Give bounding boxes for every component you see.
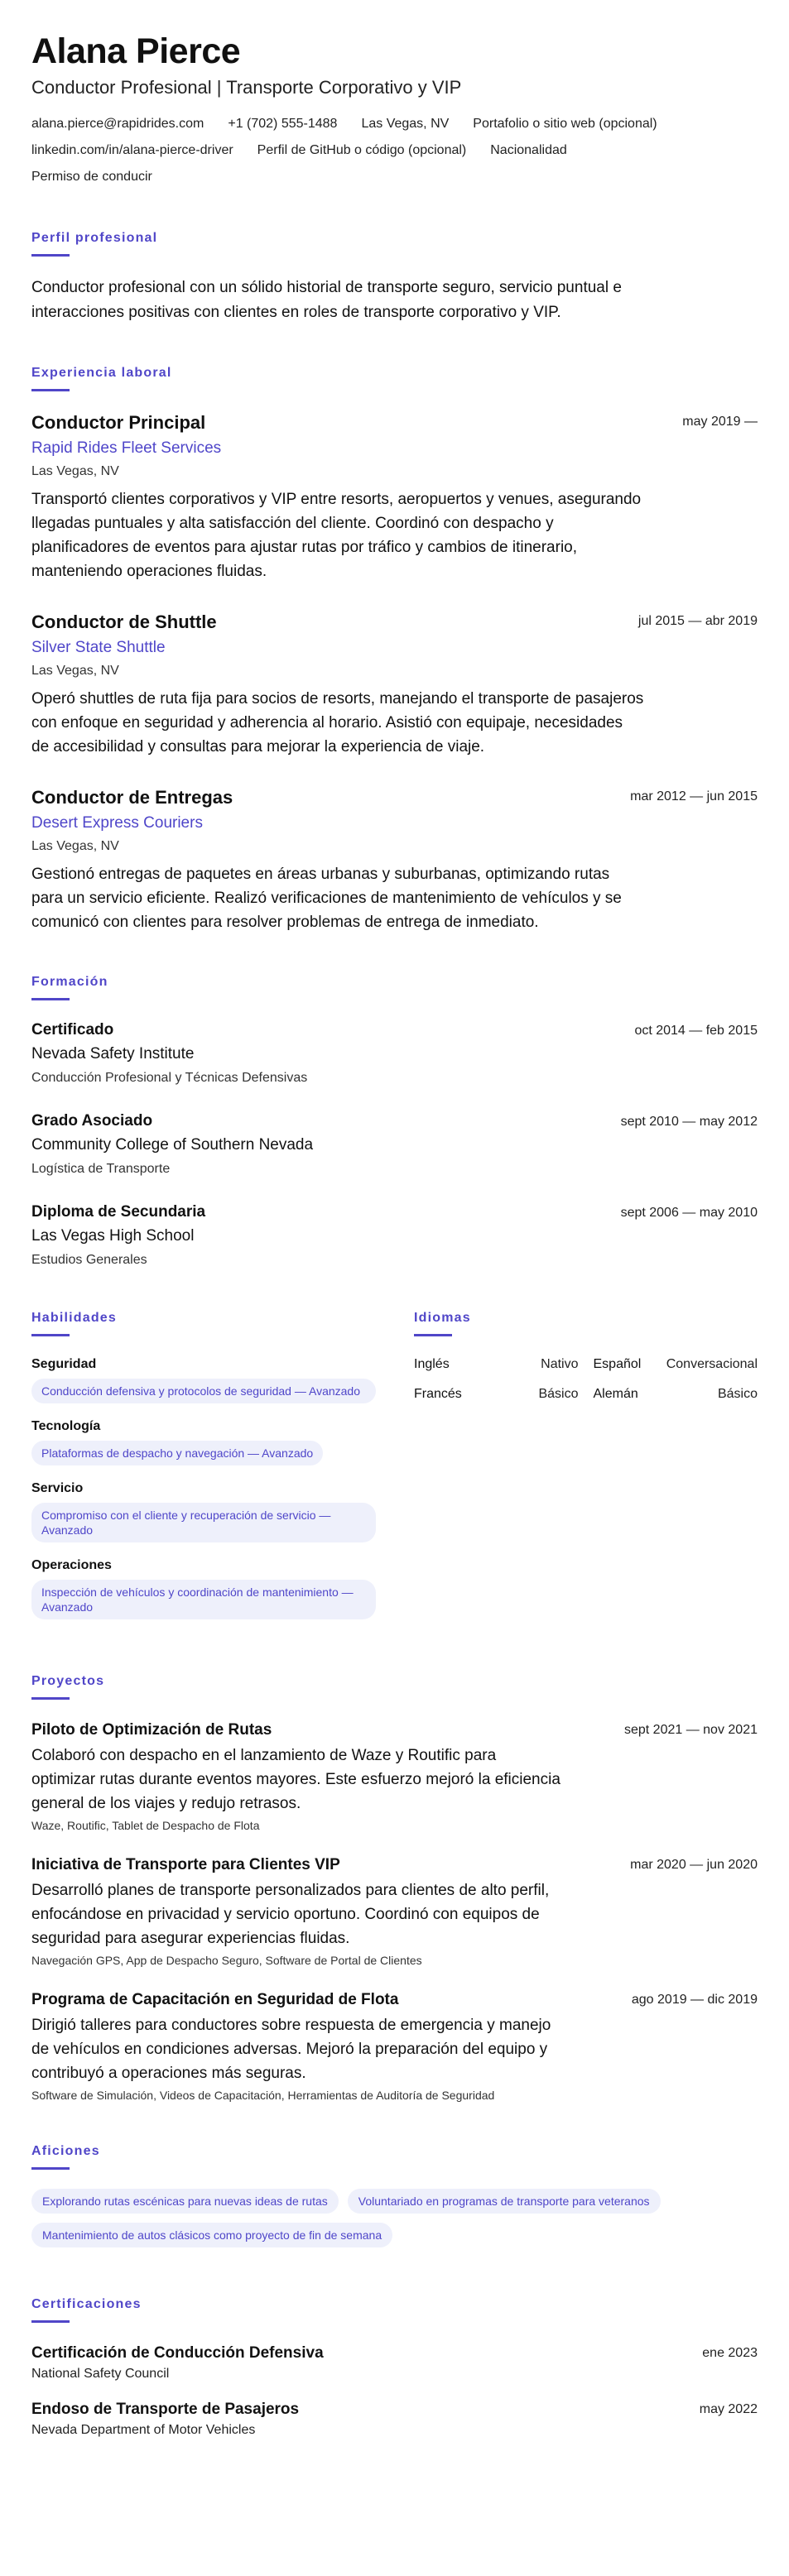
section-title: Proyectos	[31, 1674, 105, 1688]
education-institution: Las Vegas High School	[31, 1227, 195, 1245]
certification-item	[31, 2342, 758, 2383]
contact-email: alana.pierce@rapidrides.com	[31, 117, 204, 131]
job-title: Conductor de Shuttle	[31, 612, 217, 632]
education-degree: Diploma de Secundaria	[31, 1203, 206, 1221]
section-title: Idiomas	[414, 1311, 471, 1325]
skill-tag: Conducción defensiva y protocolos de seguridad — Avanzado	[31, 1379, 376, 1403]
contact-location: Las Vegas, NV	[361, 117, 450, 131]
education-item	[31, 1019, 758, 1088]
project-tech: Waze, Routific, Tablet de Despacho de Flota	[31, 1819, 260, 1832]
language-level: Conversacional	[666, 1357, 758, 1371]
language-item	[594, 1385, 758, 1403]
language-name: Inglés	[414, 1357, 450, 1371]
project-description: Colaboró con despacho en el lanzamiento de Waze y Routific para optimizar rutas durante eventos mayores. Este esfuerzo mejoró la eficiencia general de los viajes y redujo retrasos.	[31, 1747, 560, 1812]
skill-category: Tecnología	[31, 1419, 101, 1433]
language-item	[414, 1355, 579, 1374]
skill-group	[31, 1355, 376, 1403]
hobby-tag: Explorando rutas escénicas para nuevas ideas de rutas	[31, 2189, 339, 2214]
hobby-tag: Mantenimiento de autos clásicos como proyecto de fin de semana	[31, 2223, 392, 2247]
language-level: Básico	[717, 1387, 758, 1401]
project-item	[31, 1719, 758, 1834]
skill-tag: Inspección de vehículos y coordinación de mantenimiento — Avanzado	[31, 1580, 376, 1619]
contact-info	[31, 111, 710, 190]
job-company: Silver State Shuttle	[31, 639, 166, 656]
certification-issuer: National Safety Council	[31, 2367, 170, 2381]
certification-date: ene 2023	[702, 2346, 758, 2360]
skill-group	[31, 1418, 376, 1465]
contact-github: Perfil de GitHub o código (opcional)	[257, 143, 467, 157]
resume-header	[31, 31, 758, 190]
job-location: Las Vegas, NV	[31, 464, 119, 478]
candidate-name: Alana Pierce	[31, 31, 241, 71]
section-title: Habilidades	[31, 1311, 118, 1325]
contact-linkedin: linkedin.com/in/alana-pierce-driver	[31, 143, 233, 157]
education-section	[31, 974, 758, 1270]
skill-category: Seguridad	[31, 1357, 97, 1371]
job-location: Las Vegas, NV	[31, 839, 119, 853]
project-item	[31, 1988, 758, 2103]
certifications-section	[31, 2296, 758, 2439]
job-company: Desert Express Couriers	[31, 814, 203, 832]
education-field: Conducción Profesional y Técnicas Defensivas	[31, 1071, 308, 1085]
certification-date: may 2022	[699, 2402, 758, 2416]
education-field: Logística de Transporte	[31, 1162, 171, 1176]
job-description: Gestionó entregas de paquetes en áreas urbanas y suburbanas, optimizando rutas para un servicio eficiente. Realizó verificaciones de mantenimiento de vehículos y se comunicó con clientes para resolver problemas de entrega de inmediato.	[31, 866, 622, 931]
language-name: Español	[593, 1357, 642, 1371]
education-institution: Nevada Safety Institute	[31, 1045, 195, 1063]
section-divider	[31, 1334, 70, 1336]
projects-section	[31, 1673, 758, 2103]
project-dates: sept 2021 — nov 2021	[623, 1723, 758, 1737]
contact-phone: +1 (702) 555-1488	[228, 117, 338, 131]
education-dates: sept 2006 — may 2010	[620, 1206, 758, 1220]
project-title: Piloto de Optimización de Rutas	[31, 1721, 272, 1739]
section-divider	[31, 2167, 70, 2170]
project-description: Dirigió talleres para conductores sobre respuesta de emergencia y manejo de vehículos en condiciones adversas. Mejoró la preparación del equipo y contribuyó a operaciones más seguras.	[31, 2017, 551, 2082]
project-title: Programa de Capacitación en Seguridad de Flota	[31, 1991, 399, 2008]
job-dates: may 2019 —	[682, 415, 758, 429]
section-title: Aficiones	[31, 2144, 100, 2158]
skills-languages-section	[31, 1310, 758, 1633]
summary-text: Conductor profesional con un sólido historial de transporte seguro, servicio puntual e interacciones positivas con clientes en roles de transporte corporativo y VIP.	[31, 279, 622, 321]
skill-group	[31, 1557, 376, 1619]
contact-portfolio: Portafolio o sitio web (opcional)	[473, 117, 657, 131]
experience-item	[31, 785, 758, 934]
language-level: Básico	[538, 1387, 579, 1401]
skills-column	[31, 1310, 376, 1633]
section-title: Experiencia laboral	[31, 366, 172, 380]
section-divider	[31, 254, 70, 257]
languages-list	[414, 1355, 758, 1403]
job-dates: mar 2012 — jun 2015	[630, 789, 758, 804]
language-level: Nativo	[541, 1357, 579, 1371]
job-description: Transportó clientes corporativos y VIP entre resorts, aeropuertos y venues, asegurando llegadas puntuales y alta satisfacción del cliente. Coordinó con despacho y planificadores de eventos para ajustar rutas por tráfico y cambios de itinerario, manteniendo operaciones fluidas.	[31, 491, 642, 580]
certification-name: Certificación de Conducción Defensiva	[31, 2344, 324, 2362]
language-name: Alemán	[593, 1387, 638, 1401]
job-description: Operó shuttles de ruta fija para socios de resorts, manejando el transporte de pasajeros con enfoque en seguridad y adherencia al horario. Asistió con equipaje, necesidades de accesibilidad y consultas para mejorar la experiencia de viaje.	[31, 690, 644, 756]
education-degree: Grado Asociado	[31, 1112, 153, 1130]
section-divider	[31, 2320, 70, 2323]
education-dates: oct 2014 — feb 2015	[634, 1024, 758, 1038]
contact-nationality: Nacionalidad	[490, 143, 567, 157]
skill-tag: Plataformas de despacho y navegación — Avanzado	[31, 1441, 323, 1465]
project-description: Desarrolló planes de transporte personalizados para clientes de alto perfil, enfocándose en privacidad y servicio oportuno. Coordinó con equipos de seguridad para asegurar experiencias fluidas.	[31, 1882, 550, 1947]
project-title: Iniciativa de Transporte para Clientes VIP	[31, 1856, 340, 1873]
section-title: Certificaciones	[31, 2297, 142, 2311]
contact-license: Permiso de conducir	[31, 170, 152, 184]
language-name: Francés	[414, 1387, 462, 1401]
section-divider	[414, 1334, 452, 1336]
section-divider	[31, 389, 70, 391]
skill-category: Operaciones	[31, 1558, 112, 1572]
job-company: Rapid Rides Fleet Services	[31, 439, 222, 457]
experience-item	[31, 410, 758, 583]
hobbies-section	[31, 2143, 758, 2257]
experience-section	[31, 365, 758, 934]
skill-tag: Compromiso con el cliente y recuperación de servicio — Avanzado	[31, 1503, 376, 1542]
languages-column	[414, 1310, 758, 1633]
candidate-headline: Conductor Profesional | Transporte Corporativo y VIP	[31, 77, 462, 98]
certification-issuer: Nevada Department of Motor Vehicles	[31, 2423, 256, 2437]
hobbies-list	[31, 2189, 752, 2257]
project-tech: Software de Simulación, Videos de Capacitación, Herramientas de Auditoría de Seguridad	[31, 2089, 495, 2102]
section-title: Formación	[31, 975, 108, 989]
project-tech: Navegación GPS, App de Despacho Seguro, Software de Portal de Clientes	[31, 1954, 422, 1967]
education-field: Estudios Generales	[31, 1253, 147, 1267]
skill-group	[31, 1480, 376, 1542]
section-title: Perfil profesional	[31, 231, 158, 245]
project-dates: mar 2020 — jun 2020	[630, 1858, 758, 1872]
education-institution: Community College of Southern Nevada	[31, 1136, 314, 1154]
project-dates: ago 2019 — dic 2019	[631, 1993, 758, 2007]
job-title: Conductor Principal	[31, 412, 206, 433]
hobby-tag: Voluntariado en programas de transporte para veteranos	[348, 2189, 661, 2214]
section-divider	[31, 1697, 70, 1700]
education-degree: Certificado	[31, 1021, 114, 1039]
job-location: Las Vegas, NV	[31, 664, 119, 678]
skill-category: Servicio	[31, 1481, 84, 1495]
certification-name: Endoso de Transporte de Pasajeros	[31, 2401, 300, 2418]
education-item	[31, 1111, 758, 1179]
summary-section	[31, 230, 758, 325]
education-dates: sept 2010 — may 2012	[620, 1115, 758, 1129]
language-item	[414, 1385, 579, 1403]
certification-item	[31, 2398, 758, 2439]
section-divider	[31, 998, 70, 1000]
job-title: Conductor de Entregas	[31, 787, 233, 808]
experience-item	[31, 610, 758, 759]
language-item	[594, 1355, 758, 1374]
project-item	[31, 1854, 758, 1969]
job-dates: jul 2015 — abr 2019	[637, 614, 758, 628]
education-item	[31, 1202, 758, 1270]
